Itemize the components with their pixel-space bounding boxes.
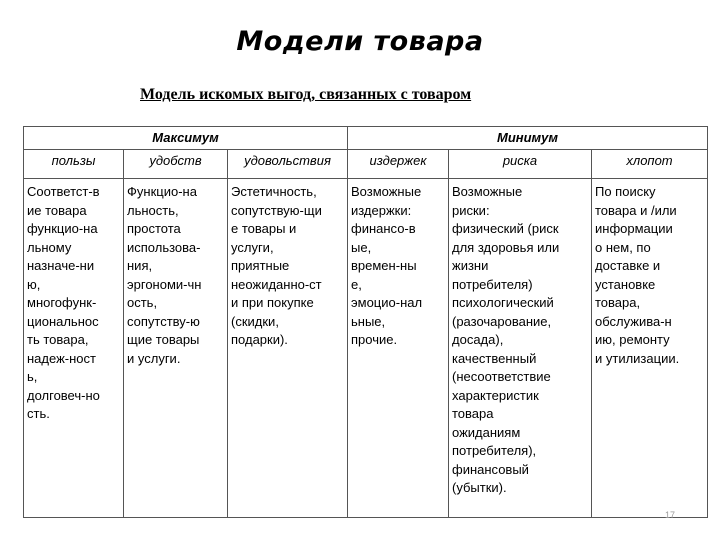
page-number: 17 <box>665 510 676 520</box>
cell-risk-text: Возможные риски: физический (риск для здоровья или жизни потребителя) психологический (разочарование, досада), качественный (несоответствие характеристик товара ожиданиям потребителя), финансовый (убытки). <box>452 184 560 495</box>
cell-pleasure <box>228 179 348 518</box>
table-subtitle: Модель искомых выгод, связанных с товаром <box>140 86 472 103</box>
group-header-minimum: Минимум <box>348 127 708 150</box>
cell-benefit-text: Соответст-в ие товара функцио-на льному назначе-ни ю, многофунк- циональнос ть товара, надеж-ност ь, долговеч-но сть. <box>27 184 100 421</box>
cell-convenience-text: Функцио-на льность, простота использова- ния, эргономи-чн ость, сопутству-ю щие товары и услуги. <box>127 184 202 366</box>
subheader-convenience: удобств <box>124 150 228 179</box>
cell-convenience <box>124 179 228 518</box>
slide-title: Модели товара <box>236 26 484 57</box>
cell-costs <box>348 179 449 518</box>
cell-costs-text: Возможные издержки: финансо-в ые, времен-ны е, эмоцио-нал ьные, прочие. <box>351 184 423 347</box>
subheader-hassle: хлопот <box>592 150 708 179</box>
group-header-maximum: Максимум <box>24 127 348 150</box>
cell-hassle <box>592 179 708 518</box>
table-row <box>24 179 708 518</box>
table-subheader-row <box>24 150 708 179</box>
table-group-header-row <box>24 127 708 150</box>
benefits-table <box>23 126 708 518</box>
cell-hassle-text: По поиску товара и /или информации о нем, по доставке и установке товара, обслужива-н ию, ремонту и утилизации. <box>595 184 680 366</box>
subheader-costs: издержек <box>348 150 449 179</box>
cell-risk <box>449 179 592 518</box>
cell-pleasure-text: Эстетичность, сопутствую-щи е товары и услуги, приятные неожиданно-ст и при покупке (скидки, подарки). <box>231 184 322 347</box>
subheader-pleasure: удовольствия <box>228 150 348 179</box>
subheader-benefit: пользы <box>24 150 124 179</box>
subheader-risk: риска <box>449 150 592 179</box>
cell-benefit <box>24 179 124 518</box>
